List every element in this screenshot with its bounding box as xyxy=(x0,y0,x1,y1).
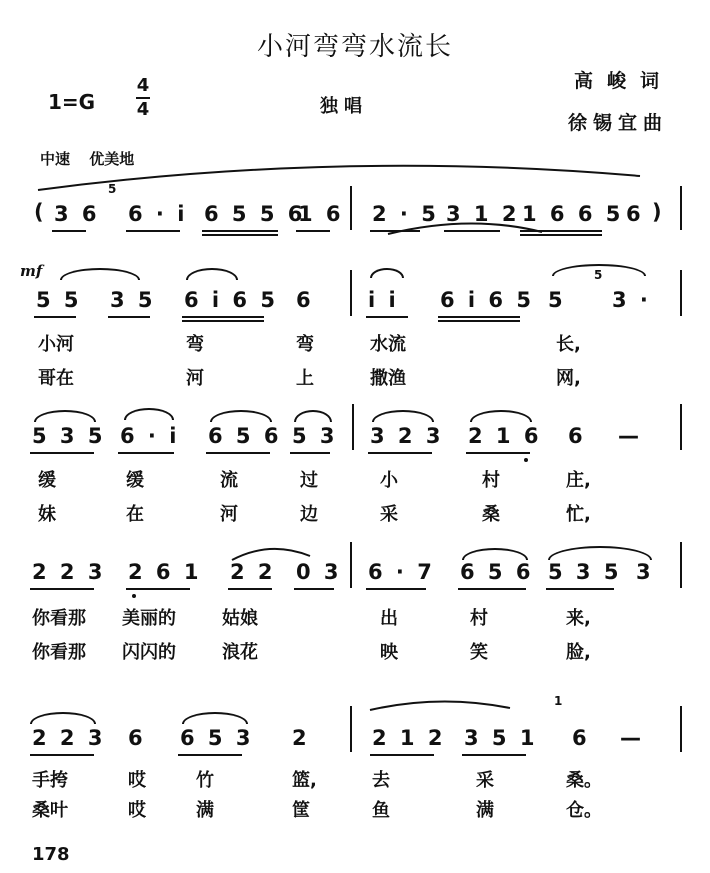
melody-note-group: 3 5 1 xyxy=(464,726,538,750)
octave-dot xyxy=(524,458,528,462)
barline xyxy=(350,542,352,588)
lyric-verse1: 缓 xyxy=(38,470,56,491)
lyric-verse1: 弯 xyxy=(296,334,314,355)
beam-underline xyxy=(34,316,76,318)
lyric-verse2: 脸, xyxy=(566,642,591,663)
beam-underline xyxy=(370,230,420,232)
melody-dash: — xyxy=(620,726,644,750)
barline xyxy=(350,186,352,230)
beam-underline xyxy=(294,588,334,590)
melody-note-group: 3 · xyxy=(612,288,651,312)
lyric-verse1: 村 xyxy=(470,608,488,629)
beam-underline xyxy=(366,588,426,590)
beam-underline xyxy=(370,754,434,756)
melody-note-group: 6 5 6 xyxy=(460,560,534,584)
melody-note-group: i i xyxy=(368,288,399,312)
melody-note-group: 2 6 1 xyxy=(128,560,202,584)
lyric-verse1: 哎 xyxy=(128,770,146,791)
intro-close-paren: ) xyxy=(652,200,665,224)
melody-note-group: 6 5 3 xyxy=(180,726,254,750)
melody-note-group: 2 2 3 xyxy=(32,560,106,584)
beam-underline xyxy=(520,234,602,236)
lyric-verse2: 满 xyxy=(196,800,214,821)
lyric-verse1: 弯 xyxy=(186,334,204,355)
octave-dot xyxy=(132,594,136,598)
melody-note-group: 5 3 xyxy=(292,424,338,448)
intro-note-group: 6 5 5 6 xyxy=(204,202,306,226)
barline xyxy=(350,270,352,316)
melody-note-group: 6 xyxy=(128,726,146,750)
barline xyxy=(680,404,682,450)
intro-note-group: 3 1 2 xyxy=(446,202,520,226)
lyric-verse2: 桑 xyxy=(482,504,500,525)
melody-dash: — xyxy=(618,424,642,448)
melody-note-group: 2 1 6 xyxy=(468,424,542,448)
melody-note-group: 2 1 2 xyxy=(372,726,446,750)
beam-underline xyxy=(438,316,520,318)
grace-note: 5 xyxy=(594,268,603,282)
tempo-marking: 中速 优美地 xyxy=(40,150,135,168)
lyric-verse2: 忙, xyxy=(566,504,591,525)
melody-note-group: 2 2 xyxy=(230,560,276,584)
lyric-verse1: 庄, xyxy=(566,470,591,491)
beam-underline xyxy=(466,452,530,454)
lyric-verse1: 篮, xyxy=(292,770,317,791)
lyric-verse2: 采 xyxy=(380,504,398,525)
melody-note-group: 6 xyxy=(568,424,586,448)
beam-underline xyxy=(126,588,190,590)
lyric-verse1: 村 xyxy=(482,470,500,491)
lyric-verse1: 桑。 xyxy=(566,770,602,791)
beam-underline xyxy=(182,320,264,322)
intro-note-group: 3 6 xyxy=(54,202,100,226)
beam-underline xyxy=(202,230,278,232)
beam-underline xyxy=(118,452,174,454)
lyric-verse2: 闪闪的 xyxy=(122,642,176,663)
dynamic-marking: mf xyxy=(20,262,43,280)
beam-underline xyxy=(202,234,278,236)
page-number: 178 xyxy=(32,844,70,865)
intro-note-group: 6 xyxy=(626,202,644,226)
intro-note-group: 2 · 5 xyxy=(372,202,439,226)
composer-credit: 徐锡宜曲 xyxy=(568,112,669,134)
beam-underline xyxy=(290,452,330,454)
melody-note-group: 6 xyxy=(296,288,314,312)
lyric-verse2: 浪花 xyxy=(222,642,258,663)
intro-note-group: 1 6 xyxy=(298,202,344,226)
lyric-verse2: 哎 xyxy=(128,800,146,821)
barline xyxy=(680,542,682,588)
beam-underline xyxy=(458,588,526,590)
lyric-verse2: 桑叶 xyxy=(32,800,68,821)
beam-underline xyxy=(206,452,270,454)
beam-underline xyxy=(30,588,94,590)
intro-note-group: 6 · i xyxy=(128,202,188,226)
beam-underline xyxy=(182,316,264,318)
barline xyxy=(680,270,682,316)
melody-note-group: 5 3 5 xyxy=(548,560,622,584)
lyric-verse1: 手挎 xyxy=(32,770,68,791)
beam-underline xyxy=(178,754,242,756)
grace-note: 1 xyxy=(554,694,563,708)
lyric-verse1: 小 xyxy=(380,470,398,491)
lyric-verse1: 你看那 xyxy=(32,608,86,629)
lyric-verse1: 流 xyxy=(220,470,238,491)
beam-underline xyxy=(30,754,94,756)
melody-note-group: 2 xyxy=(292,726,310,750)
lyric-verse2: 仓。 xyxy=(566,800,602,821)
intro-grace-note: 5 xyxy=(108,182,117,196)
lyric-verse2: 上 xyxy=(296,368,314,389)
beam-underline xyxy=(546,588,614,590)
melody-note-group: 3 2 3 xyxy=(370,424,444,448)
lyric-verse1: 姑娘 xyxy=(222,608,258,629)
lyric-verse2: 撒渔 xyxy=(370,368,406,389)
lyric-verse2: 边 xyxy=(300,504,318,525)
melody-note-group: 6 5 6 xyxy=(208,424,282,448)
lyric-verse1: 去 xyxy=(372,770,390,791)
beam-underline xyxy=(368,452,432,454)
lyric-verse2: 筐 xyxy=(292,800,310,821)
lyric-verse1: 美丽的 xyxy=(122,608,176,629)
barline xyxy=(352,404,354,450)
beam-underline xyxy=(444,230,500,232)
lyric-verse1: 缓 xyxy=(126,470,144,491)
lyric-verse1: 水流 xyxy=(370,334,406,355)
melody-note-group: 2 2 3 xyxy=(32,726,106,750)
lyric-verse1: 竹 xyxy=(196,770,214,791)
lyric-verse1: 来, xyxy=(566,608,591,629)
lyric-verse2: 在 xyxy=(126,504,144,525)
melody-note-group: 0 3 xyxy=(296,560,342,584)
melody-note-group: 5 3 5 xyxy=(32,424,106,448)
time-top: 4 xyxy=(136,75,150,96)
melody-note-group: 6 xyxy=(572,726,590,750)
lyric-verse2: 鱼 xyxy=(372,800,390,821)
intro-note-group: 1 6 6 5 xyxy=(522,202,624,226)
beam-underline xyxy=(228,588,272,590)
lyric-verse2: 映 xyxy=(380,642,398,663)
lyric-verse2: 河 xyxy=(186,368,204,389)
beam-underline xyxy=(520,230,602,232)
beam-underline xyxy=(30,452,94,454)
beam-underline xyxy=(108,316,150,318)
lyric-verse2: 网, xyxy=(556,368,581,389)
beam-underline xyxy=(296,230,330,232)
intro-open-paren: ( xyxy=(34,200,47,224)
lyric-verse2: 河 xyxy=(220,504,238,525)
lyric-verse2: 笑 xyxy=(470,642,488,663)
melody-note-group: 6 i 6 5 xyxy=(184,288,278,312)
lyric-verse1: 小河 xyxy=(38,334,74,355)
barline xyxy=(350,706,352,752)
lyric-verse2: 妹 xyxy=(38,504,56,525)
performance-marking: 独唱 xyxy=(320,96,368,117)
lyric-verse1: 出 xyxy=(380,608,398,629)
beam-underline xyxy=(438,320,520,322)
beam-underline xyxy=(52,230,86,232)
lyric-verse1: 过 xyxy=(300,470,318,491)
lyricist-credit: 高峻词 xyxy=(574,70,674,92)
barline xyxy=(680,186,682,230)
melody-note-group: 5 xyxy=(548,288,566,312)
melody-note-group: 5 5 xyxy=(36,288,82,312)
melody-note-group: 3 xyxy=(636,560,654,584)
barline xyxy=(680,706,682,752)
beam-underline xyxy=(126,230,180,232)
time-bottom: 4 xyxy=(136,99,150,120)
key-signature: 1=G xyxy=(48,90,96,114)
lyric-verse2: 你看那 xyxy=(32,642,86,663)
melody-note-group: 6 i 6 5 xyxy=(440,288,534,312)
melody-note-group: 3 5 xyxy=(110,288,156,312)
lyric-verse1: 长, xyxy=(556,334,581,355)
lyric-verse1: 采 xyxy=(476,770,494,791)
melody-note-group: 6 · i xyxy=(120,424,180,448)
lyric-verse2: 满 xyxy=(476,800,494,821)
lyric-verse2: 哥在 xyxy=(38,368,74,389)
beam-underline xyxy=(366,316,408,318)
melody-note-group: 6 · 7 xyxy=(368,560,435,584)
beam-underline xyxy=(462,754,526,756)
song-title: 小河弯弯水流长 xyxy=(256,32,453,62)
